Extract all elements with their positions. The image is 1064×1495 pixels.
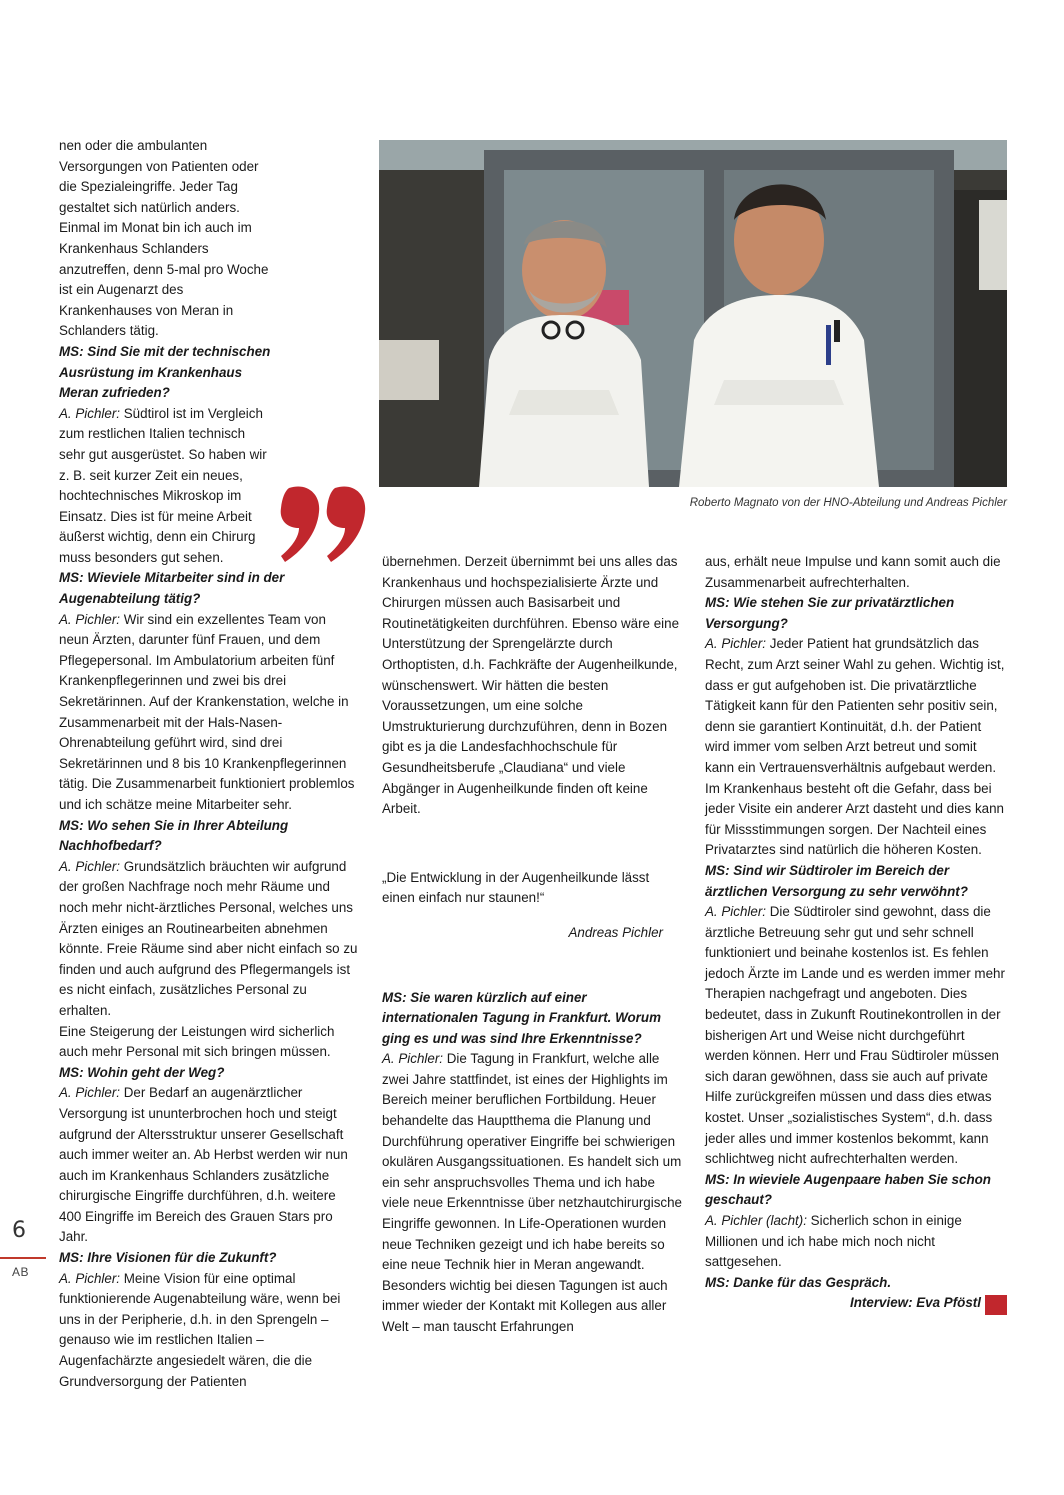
- answer-text: Jeder Patient hat grundsätzlich das Recht, zum Arzt seiner Wahl zu gehen. Wichtig ist, dass er gut aufgehoben ist. Die privatärztliche Tätigkeit kann für den Patienten sehr positiv sein, denn sie garantiert Kontinuität, d.h. der Patient wird immer vom selben Arzt betreut und somit kann ein Vertrauensverhältnis aufgebaut werden. Im Krankenhaus besteht oft die Gefahr, dass bei jeder Visite ein anderer Arzt dasteht und dies kann für Missstimmungen sorgen. Der Nachteil eines Privatarztes sind natürlich die höheren Kosten.: [705, 636, 1005, 858]
- speaker-label: A. Pichler:: [59, 858, 121, 874]
- interview-question: MS: Wieviele Mitarbeiter sind in der Augenabteilung tätig?: [59, 570, 285, 607]
- interview-answer: [382, 1049, 685, 1276]
- interview-answer: [705, 634, 1007, 861]
- quote-mark-icon: [279, 484, 367, 566]
- answer-text: Die Tagung in Frankfurt, welche alle zwei Jahre stattfindet, ist eines der Highlights im Bereich meiner beruflichen Fortbildung. Heuer behandelte das Hauptthema die Planung und Durchführung operativer Eingriffe bei schwierigen okulären Ausgangssituationen. Es handelt sich um ein sehr anspruchsvolles Thema und ich habe viele neue Erkenntnisse über netzhautchirurgische Eingriffe gewonnen. In Life-Operationen wurden neue Techniken gezeigt und ich habe bereits so eine neue Technik hier in Meran angewandt.: [382, 1051, 682, 1273]
- pull-quote-text: „Die Entwicklung in der Augenheilkunde lässt einen einfach nur staunen!“: [382, 869, 650, 906]
- paragraph: Besonders wichtig bei diesen Tagungen ist auch immer wieder der Kontakt mit Kollegen aus aller Welt – man tauscht Erfahrungen: [382, 1277, 668, 1334]
- answer-text: Grundsätzlich bräuchten wir aufgrund der großen Nachfrage noch mehr Räume und noch mehr nicht-ärztliches Personal, welches uns Ärzten einiges an Routinearbeiten abnehmen könnte. Freie Räume sind aber nicht einfach so zu finden und auch aufgrund des Pflegermangels ist es nicht einfach, zusätzliches Personal zu erhalten.: [59, 858, 358, 1018]
- answer-text: Meine Vision für eine optimal funktionierende Augenabteilung wäre, wenn bei uns in der Peripherie, d.h. in den Sprengeln – genauso wie im restlichen Italien – Augenfachärzte angesiedelt wären, die die Grundversorgung der Patienten: [59, 1270, 341, 1389]
- interview-signature: [705, 1293, 1007, 1314]
- article-column-1: [59, 136, 359, 1392]
- article-column-3: [705, 552, 1007, 1314]
- interview-question: MS: In wieviele Augenpaare haben Sie schon geschaut?: [705, 1171, 991, 1208]
- interview-answer: [59, 610, 359, 816]
- paragraph: Eine Steigerung der Leistungen wird sicherlich auch mehr Personal mit sich bringen müssen.: [59, 1023, 335, 1060]
- speaker-label: A. Pichler:: [59, 1085, 121, 1101]
- speaker-label: A. Pichler:: [59, 405, 121, 421]
- answer-text: Der Bedarf an augenärztlicher Versorgung ist ununterbrochen hoch und steigt aufgrund der Altersstruktur unserer Gesellschaft auch immer weiter an. Ab Herbst werden wir nun auch im Krankenhaus Schlanders zusätzliche chirurgische Eingriffe durchführen, d.h. weitere 400 Eingriffe im Bereich des Grauen Stars pro Jahr.: [59, 1085, 348, 1245]
- interview-question: MS: Ihre Visionen für die Zukunft?: [59, 1250, 277, 1266]
- speaker-label: A. Pichler:: [382, 1051, 444, 1067]
- photo-illustration: [379, 140, 1007, 487]
- speaker-label: A. Pichler:: [705, 904, 767, 920]
- interview-question: MS: Wie stehen Sie zur privatärztlichen Versorgung?: [705, 595, 955, 631]
- page-number: 6: [12, 1218, 26, 1243]
- interview-question: MS: Sie waren kürzlich auf einer internationalen Tagung in Frankfurt. Worum ging es und was sind Ihre Erkenntnisse?: [382, 989, 661, 1046]
- answer-text: Die Südtiroler sind gewohnt, dass die ärztliche Betreuung sehr gut und sehr schnell funktioniert und beinahe kostenlos ist. Es fehlen jedoch Ärzte im Lande und es werden immer mehr Therapien nachgefragt und angeboten. Dies bedeutet, dass in Zukunft Routinekontrollen in der bisherigen Art und Weise nicht durchgeführt werden können. Herr und Frau Südtiroler müssen sich daran gewöhnen, dass sie auch auf private Hilfe zurückgreifen müssen und dass dies etwas kostet. Unser „sozialistisches System“, d.h. dass jeder alles und immer kostenlos bekommt, kann schlichtweg nicht aufrechterhalten werden.: [705, 904, 1005, 1167]
- speaker-label: A. Pichler:: [705, 636, 767, 652]
- paragraph: aus, erhält neue Impulse und kann somit auch die Zusammenarbeit aufrechterhalten.: [705, 554, 1001, 590]
- interview-question: MS: Sind wir Südtiroler im Bereich der ärztlichen Versorgung zu sehr verwöhnt?: [705, 862, 968, 899]
- interview-answer: [59, 857, 359, 1022]
- answer-text: Wir sind ein exzellentes Team von neun Ärzten, darunter fünf Frauen, und dem Pflegepersonal. Im Ambulatorium arbeiten fünf Krankenpflegerinnen und zwei bis drei Sekretärinnen. Auf der Krankenstation, welche in Zusammenarbeit mit der Hals-Nasen-Ohrenabteilung geführt wird, sind drei Sekretärinnen und 8 bis 10 Krankenpflegerinnen tätig. Die Zusammenarbeit funktioniert problemlos und ich schätze meine Mitarbeiter sehr.: [59, 611, 355, 812]
- interview-question: MS: Sind Sie mit der technischen Ausrüstung im Krankenhaus Meran zufrieden?: [59, 343, 271, 401]
- article-column-2: [382, 552, 685, 1338]
- paragraph: nen oder die ambulanten Versorgungen von Patienten oder die Spezialeingriffe. Jeder Tag gestaltet sich natürlich anders. Einmal im Monat bin ich auch im Krankenhaus Schlanders anzutreffen, denn 5-mal pro Woche ist ein Augenarzt des Krankenhauses von Meran in Schlanders tätig.: [59, 138, 269, 339]
- paragraph: übernehmen. Derzeit übernimmt bei uns alles das Krankenhaus und hochspezialisierte Ärzte und Chirurgen müssen auch Basisarbeit und Routinetätigkeiten durchführen. Ebenso wäre eine Unterstützung der Sprengelärzte durch Orthoptisten, d.h. Fachkräfte der Augenheilkunde, wünschenswert. Wir hätten die besten Voraussetzungen, um eine solche Umstrukturierung durchzuführen, denn in Bozen gibt es ja die Landesfachhochschule für Gesundheitsberufe „Claudiana“ und viele Abgänger in Augenheilkunde finden oft keine Arbeit.: [382, 554, 680, 817]
- page-divider: [0, 1257, 46, 1259]
- interview-question: MS: Danke für das Gespräch.: [705, 1274, 892, 1290]
- pull-quote-author: Andreas Pichler: [568, 924, 663, 940]
- answer-text: Südtirol ist im Vergleich zum restlichen Italien technisch sehr gut ausgerüstet. So haben wir z. B. seit kurzer Zeit ein neues, hochtechnisches Mikroskop im Einsatz. Dies ist für meine Arbeit äußerst wichtig, denn ein Chirurg muss besonders gut sehen.: [59, 405, 267, 565]
- interview-answer: [705, 902, 1007, 1170]
- pull-quote: [382, 868, 685, 944]
- end-mark-icon: [985, 1295, 1007, 1315]
- speaker-label: A. Pichler:: [59, 1270, 121, 1286]
- interview-question: MS: Wohin geht der Weg?: [59, 1064, 225, 1080]
- magazine-logo: AB: [12, 1265, 30, 1279]
- signature-text: Interview: Eva Pföstl: [850, 1295, 981, 1311]
- interview-answer: [705, 1211, 1007, 1273]
- speaker-label: A. Pichler:: [59, 611, 121, 627]
- interview-answer: [59, 1269, 359, 1393]
- speaker-label: A. Pichler (lacht):: [705, 1213, 807, 1228]
- photo-caption: Roberto Magnato von der HNO-Abteilung und Andreas Pichler: [689, 497, 1007, 509]
- article-photo: [379, 140, 1007, 487]
- answer-text: Sicherlich schon in einige Millionen und ich habe mich noch nicht sattgesehen.: [705, 1213, 962, 1270]
- interview-question: MS: Wo sehen Sie in Ihrer Abteilung Nachhofbedarf?: [59, 817, 289, 854]
- interview-answer: [59, 1083, 359, 1248]
